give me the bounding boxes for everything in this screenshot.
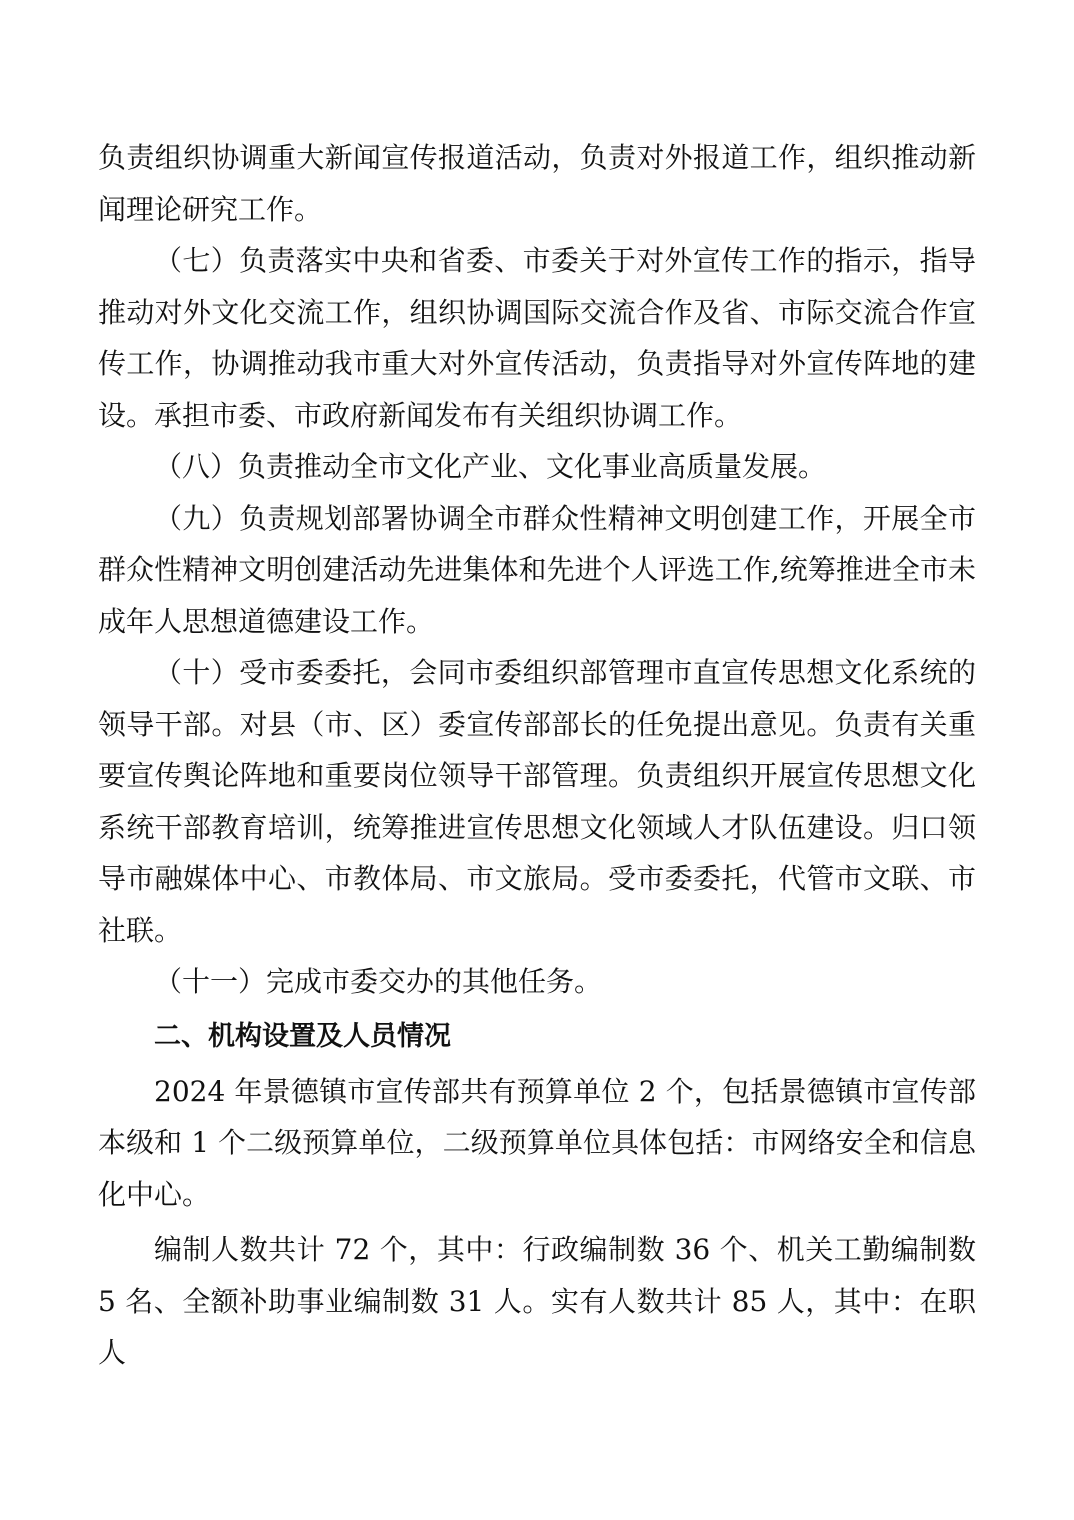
paragraph-item-11: （十一）完成市委交办的其他任务。 [154, 965, 603, 998]
paragraph-staffing: 编制人数共计 72 个，其中：行政编制数 36 个、机关工勤编制数 5 名、全额补助事业编制数 31 人。实有人数共计 85 人，其中：在职人 [98, 1233, 976, 1369]
paragraph-item-10: （十）受市委委托，会同市委组织部管理市直宣传思想文化系统的领导干部。对县（市、区）委宣传部部长的任免提出意见。负责有关重要宣传舆论阵地和重要岗位领导干部管理。负责组织开展宣传思想文化系统干部教育培训，统筹推进宣传思想文化领域人才队伍建设。归口领导市融媒体中心、市教体局、市文旅局。受市委委托，代管市文联、市社联。 [98, 656, 976, 947]
paragraph-item-8: （八）负责推动全市文化产业、文化事业高质量发展。 [154, 450, 827, 483]
paragraph-item-9: （九）负责规划部署协调全市群众性精神文明创建工作，开展全市群众性精神文明创建活动先进集体和先进个人评选工作,统筹推进全市未成年人思想道德建设工作。 [98, 501, 976, 638]
paragraph-budget-units: 2024 年景德镇市宣传部共有预算单位 2 个，包括景德镇市宣传部本级和 1 个二级预算单位，二级预算单位具体包括：市网络安全和信息化中心。 [98, 1074, 976, 1211]
document-body [98, 132, 976, 1379]
section-heading: 二、机构设置及人员情况 [154, 1020, 451, 1052]
paragraph-continuation: 负责组织协调重大新闻宣传报道活动，负责对外报道工作，组织推动新闻理论研究工作。 [98, 141, 976, 226]
paragraph-item-7: （七）负责落实中央和省委、市委关于对外宣传工作的指示，指导推动对外文化交流工作，组织协调国际交流合作及省、市际交流合作宣传工作，协调推动我市重大对外宣传活动，负责指导对外宣传阵地的建设。承担市委、市政府新闻发布有关组织协调工作。 [98, 244, 976, 432]
